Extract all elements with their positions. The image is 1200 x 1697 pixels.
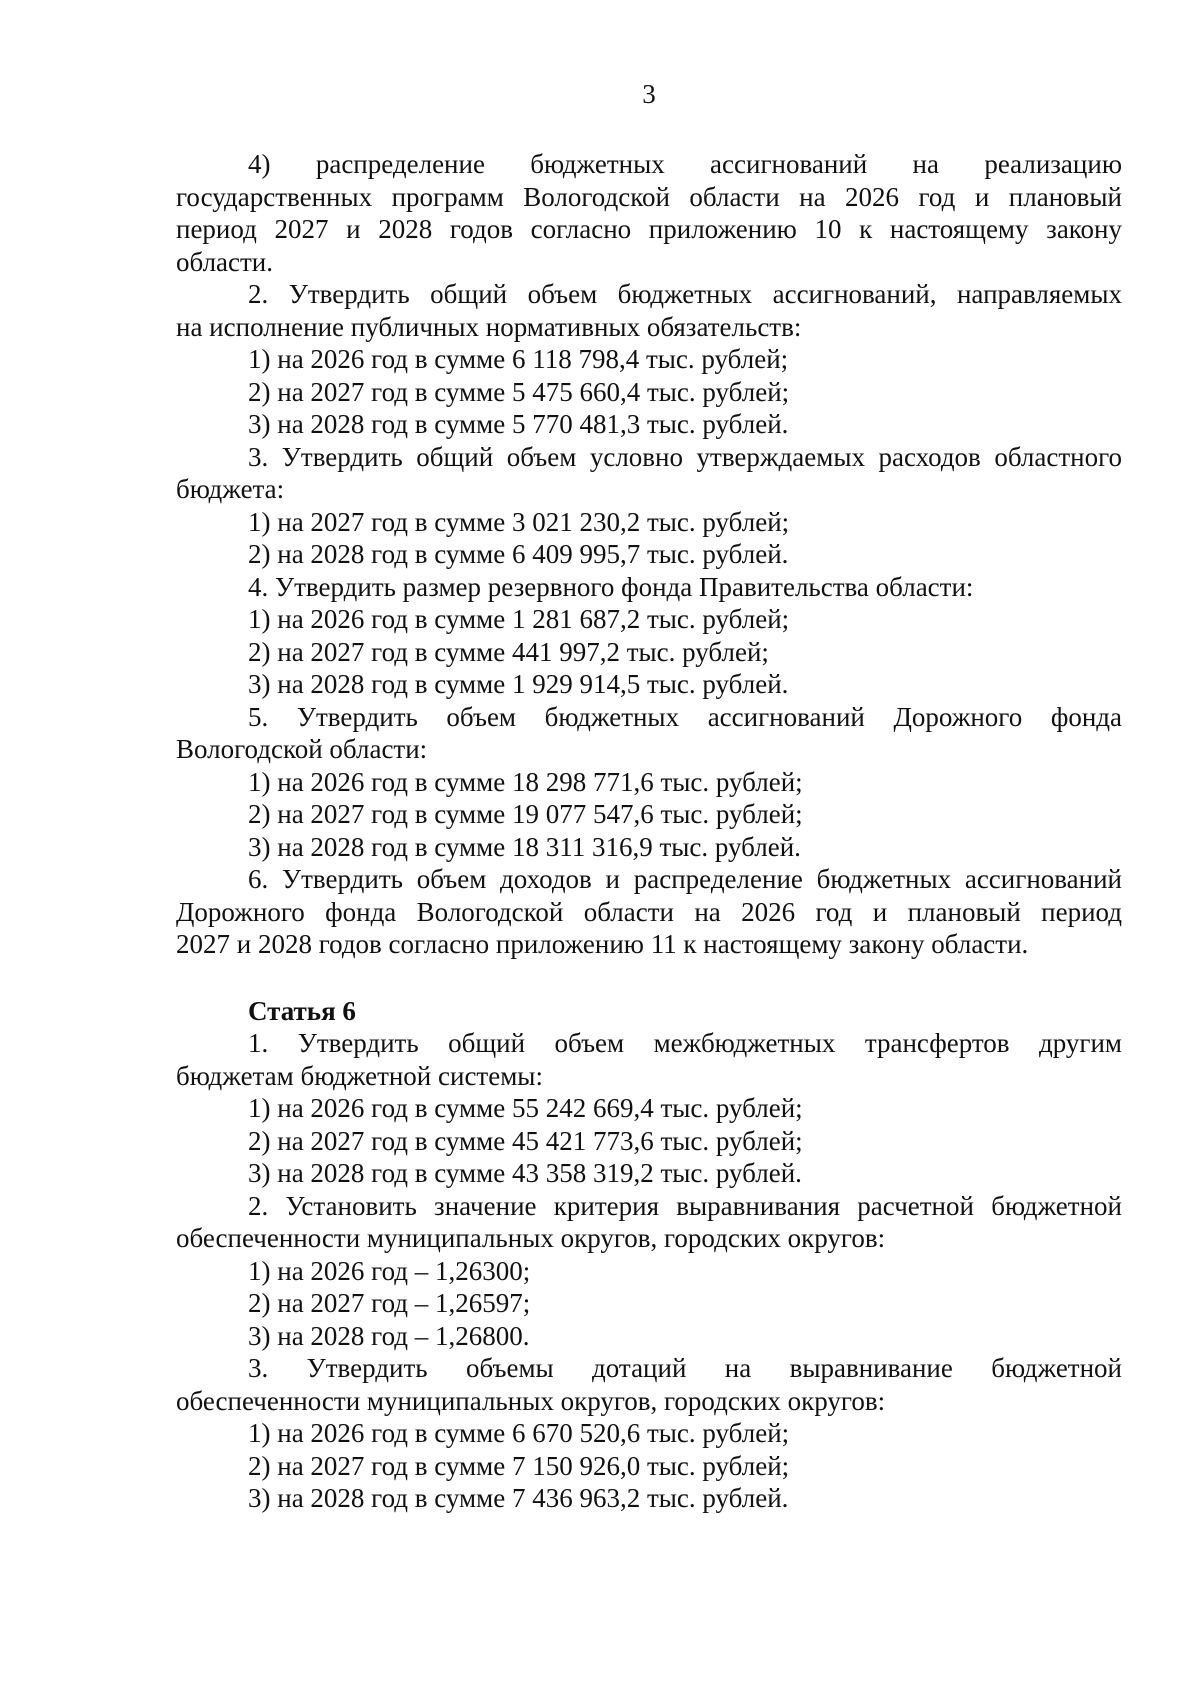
- paragraph-line: обеспеченности муниципальных округов, городских округов:: [176, 1385, 886, 1416]
- clause-public-obligations: [176, 278, 1122, 441]
- article-6: [176, 995, 1122, 1515]
- paragraph-distribution-programs: [176, 148, 1122, 278]
- paragraph-line: 2. Утвердить общий объем бюджетных ассигнований, направляемых: [248, 279, 1122, 309]
- paragraph-line: 4. Утвердить размер резервного фонда Правительства области:: [248, 571, 974, 602]
- clause-equalization-criterion: [176, 1190, 1122, 1353]
- list-item: 2) на 2028 год в сумме 6 409 995,7 тыс. рублей.: [248, 539, 789, 569]
- paragraph-line: 2. Установить значение критерия выравнивания расчетной бюджетной: [248, 1190, 1122, 1221]
- paragraph-line: бюджета:: [176, 474, 285, 504]
- paragraph-line: период 2027 и 2028 годов согласно приложению 10 к настоящему закону: [176, 214, 1122, 244]
- paragraph-line: государственных программ Вологодской области на 2026 год и плановый: [176, 181, 1122, 212]
- paragraph-line: бюджетам бюджетной системы:: [176, 1060, 543, 1091]
- paragraph-line: области.: [176, 246, 274, 277]
- list-item: 3) на 2028 год в сумме 1 929 914,5 тыс. рублей.: [248, 669, 789, 699]
- list-item: 1) на 2027 год в сумме 3 021 230,2 тыс. рублей;: [248, 506, 790, 537]
- list-item: 1) на 2026 год в сумме 18 298 771,6 тыс. рублей;: [248, 766, 803, 797]
- list-item: 2) на 2027 год в сумме 19 077 547,6 тыс. рублей;: [248, 799, 803, 829]
- list-item: 2) на 2027 год – 1,26597;: [248, 1288, 531, 1318]
- paragraph-line: 2027 и 2028 годов согласно приложению 11 к настоящему закону области.: [176, 929, 1029, 959]
- clause-equalization-subsidies: [176, 1352, 1122, 1515]
- clause-conditional-expenses: [176, 441, 1122, 571]
- paragraph-line: 3. Утвердить общий объем условно утверждаемых расходов областного: [248, 441, 1122, 472]
- article-heading: Статья 6: [248, 995, 356, 1026]
- paragraph-line: 3. Утвердить объемы дотаций на выравнивание бюджетной: [248, 1353, 1122, 1383]
- document-body: [176, 148, 1122, 1515]
- list-item: 1) на 2026 год в сумме 6 118 798,4 тыс. рублей;: [248, 344, 789, 374]
- list-item: 3) на 2028 год в сумме 18 311 316,9 тыс. рублей.: [248, 831, 801, 862]
- list-item: 1) на 2026 год в сумме 55 242 669,4 тыс. рублей;: [248, 1093, 803, 1123]
- paragraph-line: 1. Утвердить общий объем межбюджетных трансфертов другим: [248, 1028, 1122, 1058]
- list-item: 3) на 2028 год в сумме 43 358 319,2 тыс. рублей.: [248, 1158, 802, 1188]
- list-item: 1) на 2026 год – 1,26300;: [248, 1255, 531, 1286]
- list-item: 1) на 2026 год в сумме 1 281 687,2 тыс. рублей;: [248, 604, 790, 634]
- clause-road-fund: [176, 701, 1122, 864]
- list-item: 2) на 2027 год в сумме 5 475 660,4 тыс. рублей;: [248, 376, 790, 407]
- paragraph-line: 4) распределение бюджетных ассигнований на реализацию: [248, 149, 1122, 179]
- paragraph-line: 5. Утвердить объем бюджетных ассигнований Дорожного фонда: [248, 701, 1122, 732]
- page-number: 3: [642, 79, 656, 109]
- clause-interbudget-transfers: [176, 1027, 1122, 1190]
- clause-reserve-fund: [176, 571, 1122, 701]
- paragraph-line: Дорожного фонда Вологодской области на 2026 год и плановый период: [176, 896, 1122, 927]
- clause-road-fund-income: [176, 863, 1122, 961]
- list-item: 2) на 2027 год в сумме 7 150 926,0 тыс. рублей;: [248, 1450, 790, 1481]
- paragraph-line: 6. Утвердить объем доходов и распределение бюджетных ассигнований: [248, 864, 1122, 894]
- list-item: 1) на 2026 год в сумме 6 670 520,6 тыс. рублей;: [248, 1418, 790, 1448]
- list-item: 3) на 2028 год в сумме 5 770 481,3 тыс. рублей.: [248, 409, 789, 439]
- paragraph-line: обеспеченности муниципальных округов, городских округов:: [176, 1223, 886, 1253]
- list-item: 3) на 2028 год в сумме 7 436 963,2 тыс. рублей.: [248, 1483, 789, 1513]
- list-item: 2) на 2027 год в сумме 45 421 773,6 тыс. рублей;: [248, 1125, 803, 1156]
- paragraph-line: Вологодской области:: [176, 734, 428, 764]
- paragraph-line: на исполнение публичных нормативных обязательств:: [176, 311, 802, 342]
- list-item: 3) на 2028 год – 1,26800.: [248, 1320, 530, 1351]
- list-item: 2) на 2027 год в сумме 441 997,2 тыс. рублей;: [248, 636, 769, 667]
